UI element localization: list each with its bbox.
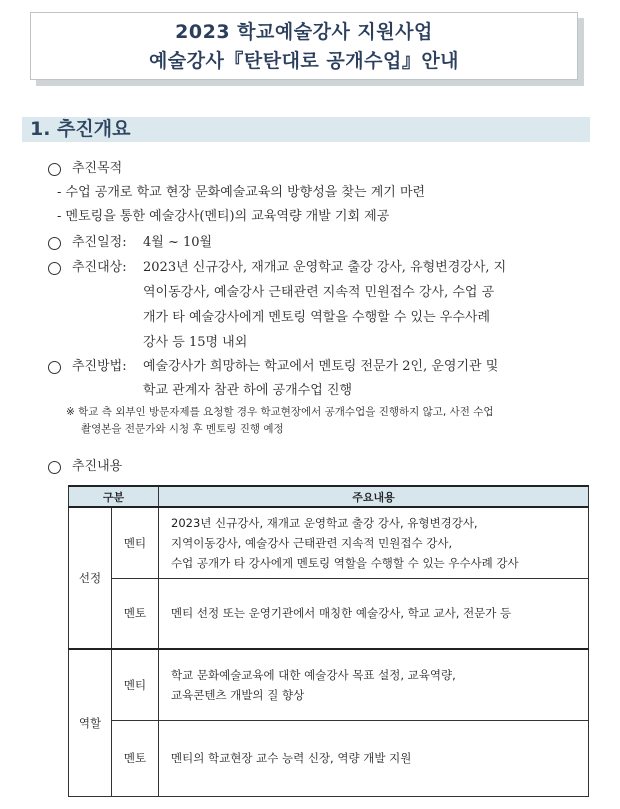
content-line: 멘티 선정 또는 운영기관에서 매칭한 예술강사, 학교 교사, 전문가 등: [171, 606, 512, 621]
target-line-4: 강사 등 15명 내외: [143, 335, 248, 350]
content-line: 학교 문화예술교육에 대한 예술강사 목표 설정, 교육역량,: [171, 667, 456, 682]
bullet-circle-target: [48, 262, 61, 275]
method-line-2: 학교 관계자 참관 하에 공개수업 진행: [143, 383, 353, 398]
row-label-mentee: 멘티: [112, 507, 159, 578]
group-selection: 선정: [69, 507, 112, 649]
title-line-1: 2023 학교예술강사 지원사업: [175, 21, 433, 43]
content-line: 멘티의 학교현장 교수 능력 신장, 역량 개발 지원: [171, 751, 412, 765]
row-content: [159, 649, 589, 720]
target-line-3: 개가 타 예술강사에게 멘토링 역할을 수행할 수 있는 우수사례: [143, 310, 491, 325]
row-label-mentor: 멘토: [112, 720, 159, 796]
row-label-mentee: 멘티: [112, 649, 159, 720]
target-line-2: 역이동강사, 예술강사 근태관련 지속적 민원접수 강사, 수업 공: [143, 285, 495, 300]
target-line-1: 2023년 신규강사, 재개교 운영학교 출강 강사, 유형변경강사, 지: [143, 260, 507, 275]
table-row: [69, 720, 589, 796]
table-row: [69, 649, 589, 720]
row-content: [159, 720, 589, 796]
table-row: [69, 507, 589, 578]
title-box: [30, 12, 578, 80]
purpose-label: 추진목적: [72, 161, 123, 176]
content-line: 2023년 신규강사, 재개교 운영학교 출강 강사, 유형변경강사,: [171, 515, 478, 530]
table-row: [69, 578, 589, 649]
bullet-circle-schedule: [48, 237, 61, 250]
content-label: 추진내용: [72, 459, 123, 474]
group-role: 역할: [69, 649, 112, 796]
method-line-1: 예술강사가 희망하는 학교에서 멘토링 전문가 2인, 운영기관 및: [143, 359, 499, 374]
method-label: 추진방법:: [72, 359, 127, 374]
purpose-item-2: - 멘토링을 통한 예술강사(멘티)의 교육역량 개발 기회 제공: [57, 209, 390, 224]
bullet-circle-method: [48, 361, 61, 374]
row-content: [159, 507, 589, 578]
content-line: 수업 공개가 타 강사에게 멘토링 역할을 수행할 수 있는 우수사례 강사: [171, 555, 519, 570]
schedule-value: 4월 ~ 10월: [143, 235, 213, 250]
method-note-line-2: 촬영본을 전문가와 시청 후 멘토링 진행 예정: [81, 423, 284, 435]
section-title: 1. 추진개요: [30, 118, 131, 140]
schedule-label: 추진일정:: [72, 235, 127, 250]
content-table: [68, 485, 589, 797]
purpose-item-1: - 수업 공개로 학교 현장 문화예술교육의 방향성을 찾는 계기 마련: [57, 185, 426, 200]
target-label: 추진대상:: [72, 260, 127, 275]
content-line: 교육콘텐츠 개발의 질 향상: [171, 687, 305, 702]
row-content: [159, 578, 589, 649]
title-line-2: 예술강사『탄탄대로 공개수업』안내: [148, 50, 460, 72]
method-note-line-1: ※ 학교 측 외부인 방문자제를 요청할 경우 학교현장에서 공개수업을 진행하지 않고, 사전 수업: [66, 406, 494, 418]
table-header-category: 구분: [69, 486, 159, 507]
table-header-content: 주요내용: [159, 486, 589, 507]
bullet-circle-content: [48, 461, 61, 474]
row-label-mentor: 멘토: [112, 578, 159, 649]
content-line: 지역이동강사, 예술강사 근태관련 지속적 민원접수 강사,: [171, 535, 453, 550]
bullet-circle-purpose: [48, 163, 61, 176]
